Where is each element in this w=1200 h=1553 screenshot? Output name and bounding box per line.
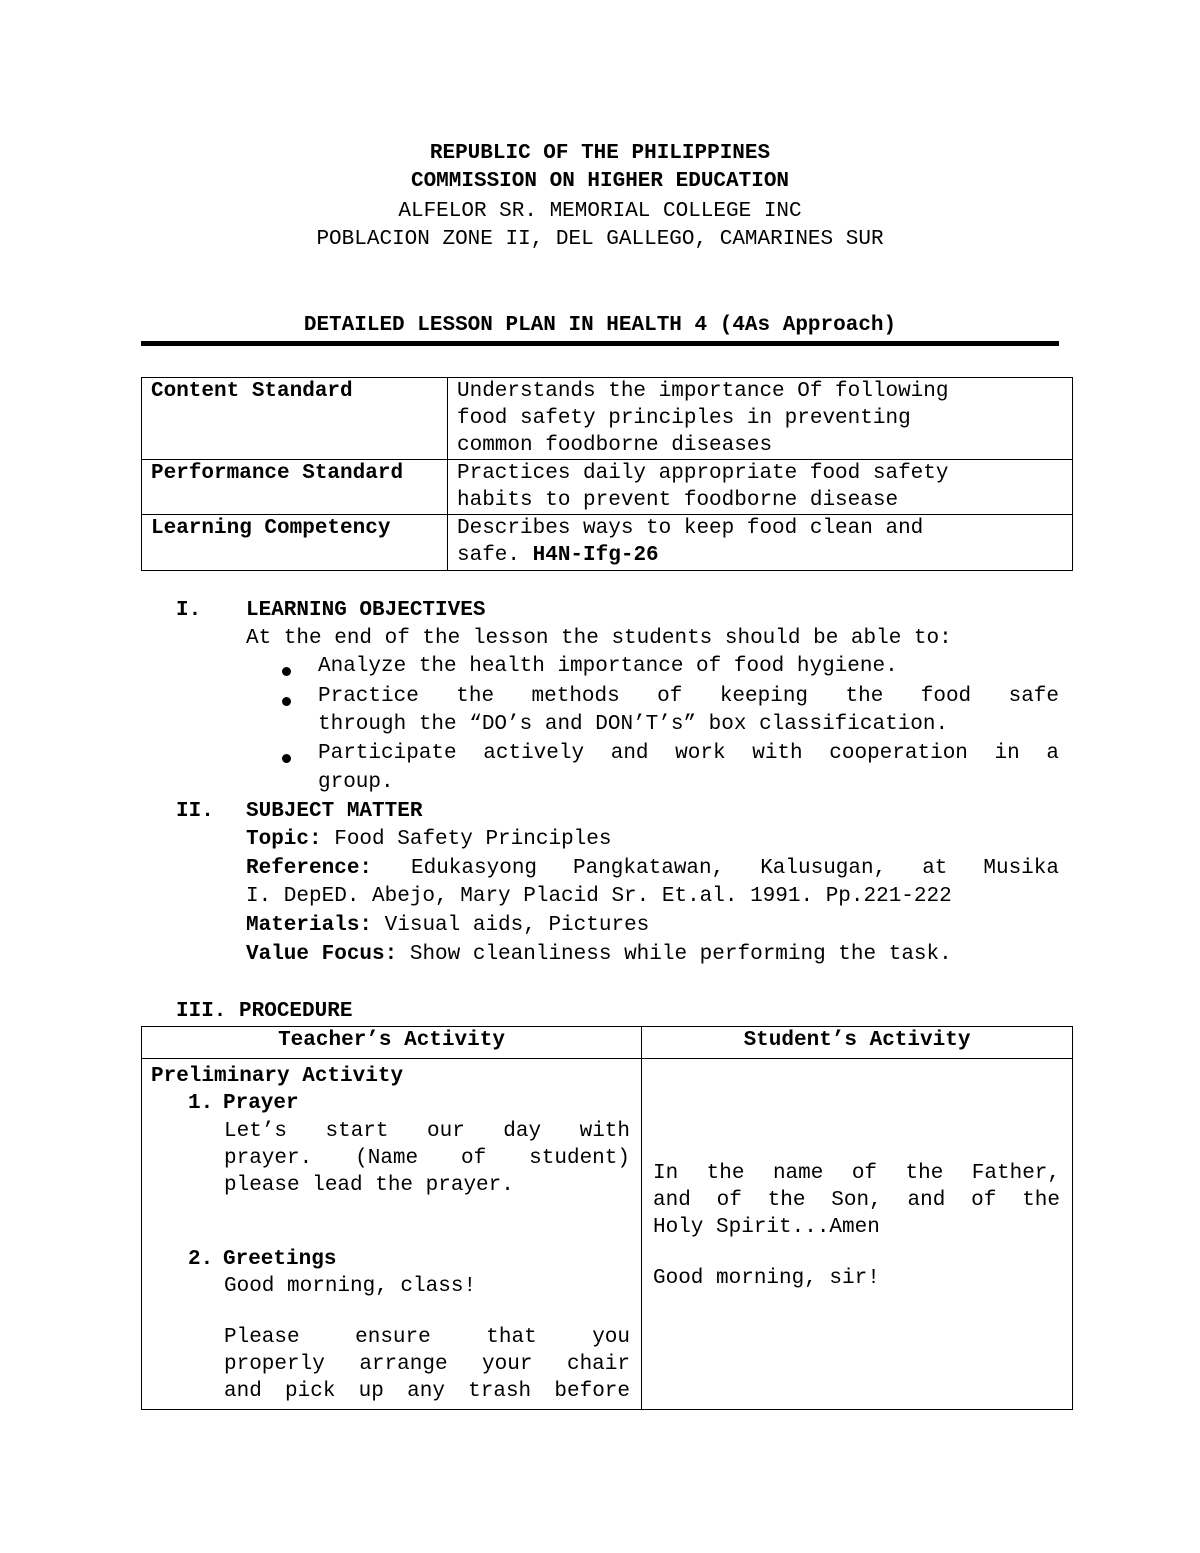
performance-standard-line: Practices daily appropriate food safety [457, 462, 949, 485]
prayer-line-1: Let’s start our day with [224, 1120, 630, 1143]
value-focus-line [246, 940, 952, 969]
bullet-icon [282, 690, 291, 713]
table-row [142, 515, 1073, 571]
teacher-activity-header: Teacher’s Activity [142, 1027, 642, 1059]
objective-3-line-2: group. [318, 771, 394, 794]
prayer-title: Prayer [223, 1092, 299, 1115]
header-address: POBLACION ZONE II, DEL GALLEGO, CAMARINES SUR [316, 228, 884, 251]
objectives-heading: LEARNING OBJECTIVES [246, 599, 486, 622]
teacher-activity-cell [142, 1059, 642, 1410]
learning-competency-line: Describes ways to keep food clean and [457, 517, 924, 540]
bullet-icon [282, 747, 291, 770]
bullet-icon [282, 660, 291, 683]
prayer-line-2: prayer. (Name of student) [224, 1147, 630, 1170]
objective-3-line-1: Participate actively and work with cooperation in a [318, 742, 1059, 765]
value-focus-value: Show cleanliness while performing the task. [397, 943, 952, 966]
title-rule [141, 341, 1059, 346]
student-response-line-3: Holy Spirit...Amen [653, 1216, 880, 1239]
content-standard-line: Understands the importance Of following [457, 380, 949, 403]
student-activity-cell [642, 1059, 1073, 1410]
student-response-line-1: In the name of the Father, [653, 1162, 1060, 1185]
content-standard-label: Content Standard [142, 378, 448, 460]
procedure-heading: III. PROCEDURE [176, 1000, 353, 1023]
reference-value-1: Edukasyong Pangkatawan, Kalusugan, at Musika [411, 857, 1059, 880]
learning-competency-value [448, 515, 1073, 571]
content-standard-line: common foodborne diseases [457, 434, 773, 457]
table-row [142, 1027, 1073, 1059]
procedure-table [141, 1026, 1073, 1410]
performance-standard-label: Performance Standard [142, 460, 448, 515]
topic-value: Food Safety Principles [321, 828, 612, 851]
objective-2-line-2: through the “DO’s and DON’T’s” box classification. [318, 713, 949, 736]
student-greeting-response: Good morning, sir! [653, 1267, 880, 1290]
materials-line [246, 911, 649, 940]
item-number: 1. [188, 1092, 214, 1115]
competency-code: H4N-Ifg-26 [532, 544, 659, 567]
objective-2-line-1: Practice the methods of keeping the food safe [318, 685, 1059, 708]
objectives-intro: At the end of the lesson the students should be able to: [246, 627, 952, 650]
header-republic: REPUBLIC OF THE PHILIPPINES [429, 142, 771, 165]
value-focus-label: Value Focus: [246, 943, 398, 966]
subject-heading: SUBJECT MATTER [246, 800, 423, 823]
reference-label: Reference: [246, 857, 373, 880]
performance-standard-value [448, 460, 1073, 515]
objective-1: Analyze the health importance of food hygiene. [318, 655, 898, 678]
greetings-title: Greetings [223, 1248, 337, 1271]
table-row [142, 460, 1073, 515]
content-standard-value [448, 378, 1073, 460]
document-title: DETAILED LESSON PLAN IN HEALTH 4 (4As Approach) [303, 314, 897, 337]
performance-standard-line: habits to prevent foodborne disease [457, 489, 899, 512]
topic-label: Topic: [246, 828, 322, 851]
prayer-line-3: please lead the prayer. [224, 1174, 514, 1197]
instructions-line-3: and pick up any trash before [224, 1380, 630, 1403]
learning-competency-label: Learning Competency [142, 515, 448, 571]
student-activity-header: Student’s Activity [642, 1027, 1073, 1059]
instructions-line-2: properly arrange your chair [224, 1353, 630, 1376]
preliminary-activity-title: Preliminary Activity [151, 1065, 404, 1088]
objectives-numeral: I. [176, 599, 202, 622]
greetings-line: Good morning, class! [224, 1275, 477, 1298]
reference-value-2: I. DepED. Abejo, Mary Placid Sr. Et.al. 1991. Pp.221-222 [246, 885, 952, 908]
topic-line [246, 825, 611, 854]
instructions-line-1: Please ensure that you [224, 1326, 630, 1349]
header-college: ALFELOR SR. MEMORIAL COLLEGE INC [398, 200, 802, 223]
standards-table [141, 377, 1073, 571]
item-number: 2. [188, 1248, 214, 1271]
header-commission: COMMISSION ON HIGHER EDUCATION [410, 170, 790, 193]
reference-line-1 [246, 854, 1059, 883]
learning-competency-prefix: safe. [457, 544, 533, 567]
table-row [142, 378, 1073, 460]
materials-label: Materials: [246, 914, 373, 937]
table-row [142, 1059, 1073, 1410]
materials-value: Visual aids, Pictures [372, 914, 650, 937]
content-standard-line: food safety principles in preventing [457, 407, 911, 430]
learning-competency-line [457, 542, 1063, 569]
student-response-line-2: and of the Son, and of the [653, 1189, 1060, 1212]
subject-numeral: II. [176, 800, 214, 823]
